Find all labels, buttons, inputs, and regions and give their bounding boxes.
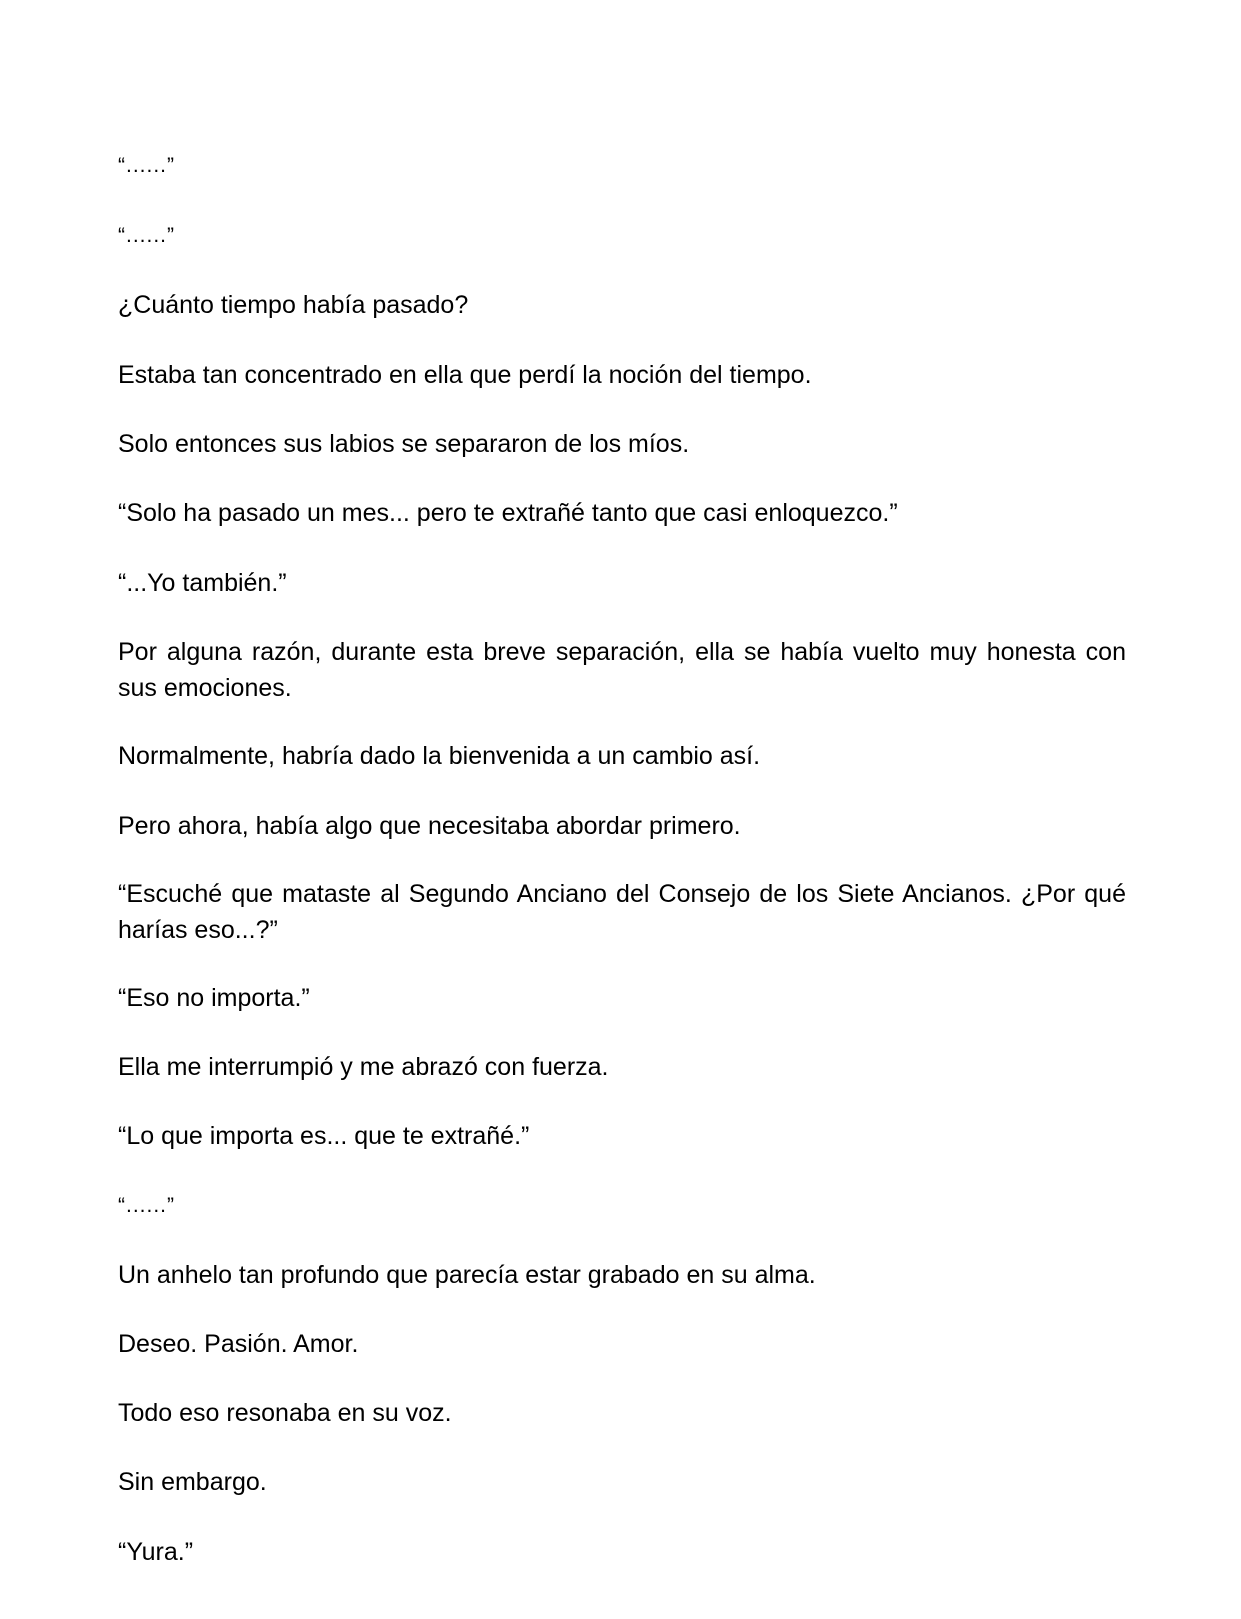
narration-paragraph: ¿Cuánto tiempo había pasado?: [118, 291, 469, 319]
narration-paragraph: Ella me interrumpió y me abrazó con fuerza.: [118, 1053, 609, 1081]
dialogue-paragraph: “Solo ha pasado un mes... pero te extrañé tanto que casi enloquezco.”: [118, 499, 898, 527]
narration-paragraph: Por alguna razón, durante esta breve separación, ella se había vuelto muy honesta con sus emociones.: [118, 638, 1126, 702]
narration-paragraph: Pero ahora, había algo que necesitaba abordar primero.: [118, 812, 741, 840]
narration-paragraph: Sin embargo.: [118, 1468, 267, 1496]
narration-paragraph: Estaba tan concentrado en ella que perdí la noción del tiempo.: [118, 361, 812, 389]
dialogue-paragraph: “Lo que importa es... que te extrañé.”: [118, 1122, 530, 1150]
dialogue-ellipsis: “......”: [118, 224, 175, 247]
dialogue-paragraph: “Eso no importa.”: [118, 984, 310, 1012]
dialogue-ellipsis: “......”: [118, 1194, 175, 1217]
narration-paragraph: Solo entonces sus labios se separaron de los míos.: [118, 430, 690, 458]
dialogue-ellipsis: “......”: [118, 154, 175, 177]
dialogue-paragraph: “Escuché que mataste al Segundo Anciano del Consejo de los Siete Ancianos. ¿Por qué harías eso...?”: [118, 880, 1126, 944]
dialogue-paragraph: “...Yo también.”: [118, 569, 287, 597]
dialogue-paragraph: “Yura.”: [118, 1538, 194, 1566]
narration-paragraph: Un anhelo tan profundo que parecía estar grabado en su alma.: [118, 1261, 816, 1289]
narration-paragraph: Normalmente, habría dado la bienvenida a un cambio así.: [118, 742, 761, 770]
narration-paragraph: Deseo. Pasión. Amor.: [118, 1330, 359, 1358]
narration-paragraph: Todo eso resonaba en su voz.: [118, 1399, 452, 1427]
